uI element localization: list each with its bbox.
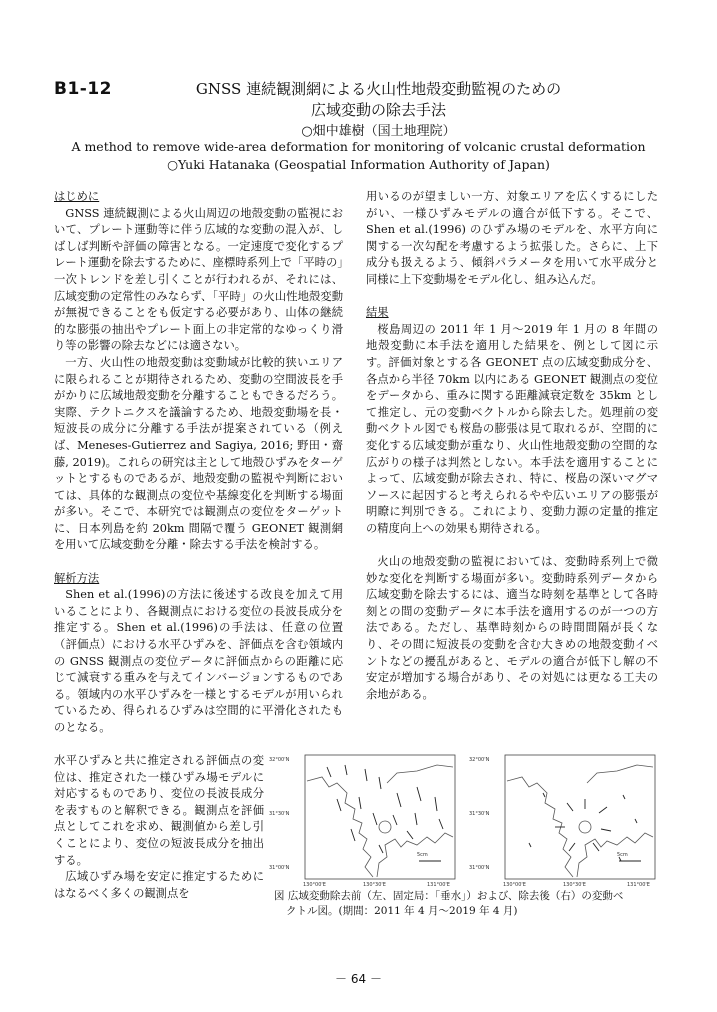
caption-line-1: 図 広域変動除去前（左、固定局：「垂水」）および、除去後（右）の変動ベ bbox=[274, 890, 624, 902]
lon-label-right-1: 130°00'E bbox=[503, 882, 526, 888]
vector-maps bbox=[267, 753, 662, 889]
abstract-code: B1-12 bbox=[54, 79, 112, 99]
map-after-removal bbox=[469, 755, 655, 888]
lon-label-left-1: 130°00'E bbox=[303, 882, 326, 888]
author-en: ○Yuki Hatanaka (Geospatial Information Authority of Japan) bbox=[167, 157, 550, 172]
results-paragraph-1: 桜島周辺の 2011 年 1 月～2019 年 1 月の 8 年間の地殻変動に本手法を適用した結果を、例として図に示す。評価対象とする各 GEONET 点の広域変動成分を、各点から半径 70km 以内にある GEONET 観測点の変位をデータから、重みに関する距離減衰定数を 35km として推定し、元の変動ベクトルから除去した。処理前の変動ベクトル図でも桜島の膨張は見て取れるが、空間的に変化する広域変動が重なり、火山性地殻変動の空間的な広がりの様子は判然としない。本手法を適用することによって、広域変動が除去され、特に、桜島の深いマグマソースに起因すると考えられるやや広いエリアの膨張が明瞭に判別できる。これにより、変動力源の定量的推定の精度向上への効果も期待される。 bbox=[366, 322, 658, 535]
page-number: － 64 － bbox=[335, 972, 382, 986]
left-column-narrow bbox=[54, 753, 264, 902]
map-frame-left bbox=[305, 755, 455, 879]
title-jp-line2: 広域変動の除去手法 bbox=[310, 101, 446, 119]
lat-label-left-2: 31°30'N bbox=[269, 811, 290, 817]
method-paragraph-1a: Shen et al.(1996)の方法に後述する改良を加えて用いることにより、各観測点における変位の長波長成分を推定する。Shen et al.(1996)の手法は、任意の位置（評価点）における水平ひずみを、評価点を含む領域内の GNSS 観測点の変位データに評価点からの距離に応じて減衰する重みを与えてインバージョンするものである。領域内の水平ひずみを一様とするモデルが用いられているため、得られるひずみは空間的に平滑化されたものとなる。 bbox=[54, 588, 343, 734]
results-heading: 結果 bbox=[366, 306, 389, 320]
results-paragraph-2: 火山の地殻変動の監視においては、変動時系列上で微妙な変化を判断する場面が多い。変動時系列データから広域変動を除去するには、適当な時刻を基準として各時刻との間の変動データに本手法を適用するのが一つの方法である。ただし、基準時刻からの時間間隔が長くなり、その間に短波長の変動を含む大きめの地殻変動イベントなどの擾乱があると、モデルの適合が低下し解の不安定が増加する場合があり、その対処には更なる工夫の余地がある。 bbox=[366, 555, 658, 701]
title-en: A method to remove wide-area deformation for monitoring of volcanic crustal deformation bbox=[71, 139, 646, 154]
intro-heading: はじめに bbox=[54, 190, 100, 203]
author-jp: ○畑中雄樹（国土地理院） bbox=[301, 124, 456, 139]
lat-label-right-1: 32°00'N bbox=[469, 757, 490, 763]
title-jp-line1: GNSS 連続観測網による火山性地殻変動監視のための bbox=[195, 80, 562, 98]
intro-paragraph-2: 一方、火山性の地殻変動は変動域が比較的狭いエリアに限られることが期待されるため、変動の空間波長を手がかりに広域地殻変動を分離することもできるだろう。実際、テクトニクスを議論するため、地殻変動場を長・短波長の成分に分離する手法が提案されている（例えば、Meneses-Gutierrez and Sagiya, 2016; 野田・齋藤, 2019)。これらの研究は主として地殻ひずみをターゲットとするものであるが、地殻変動の監視や判断においては、具体的な観測点の変位や基線変化を判断する場面が多い。そこで、本研究では観測点の変位をターゲットに、日本列島を約 20km 間隔で覆う GEONET 観測網を用いて広域変動を分離・除去する手法を検討する。 bbox=[54, 355, 343, 552]
method-paragraph-2: 広域ひずみ場を安定に推定するためにはなるべく多くの観測点を bbox=[54, 870, 264, 900]
lon-label-left-3: 131°00'E bbox=[427, 882, 450, 888]
lon-label-right-3: 131°00'E bbox=[627, 882, 650, 888]
lon-label-left-2: 130°30'E bbox=[363, 882, 386, 888]
lat-label-right-3: 31°00'N bbox=[469, 865, 490, 871]
figure bbox=[267, 753, 662, 889]
lat-label-left-3: 31°00'N bbox=[269, 865, 290, 871]
map-frame-right bbox=[505, 755, 655, 879]
scale-label-left: 5cm bbox=[417, 852, 428, 858]
caption-line-2: クトル図。(期間：2011 年 4 月～2019 年 4 月) bbox=[286, 905, 518, 917]
method-heading: 解析方法 bbox=[54, 571, 100, 585]
method-paragraph-1b: 水平ひずみと共に推定される評価点の変位は、推定された一様ひずみ場モデルに対応するものであり、変位の長波長成分を表すものと解釈できる。観測点を評価点としてこれを求め、観測値から差し引くことにより、変位の短波長成分を抽出する。 bbox=[54, 754, 264, 867]
intro-paragraph-1: GNSS 連続観測による火山周辺の地殻変動の監視において、プレート運動等に伴う広域的な変動の混入が、しばしば判断や評価の障害となる。一定速度で変化するプレート運動を除去するために、座標時系列上で「平時の」一次トレンドを差し引くことが行われるが、それには、広域変動の定常性のみならず、「平時」の火山性地殻変動が無視できることをも仮定する必要があり、山体の継続的な膨張の抽出やプレート面上の非定常的なゆっくり滑り等の影響の除去などには適さない。 bbox=[54, 206, 343, 353]
lat-label-left-1: 32°00'N bbox=[269, 757, 290, 763]
method-continued: 用いるのが望ましい一方、対象エリアを広くするにしたがい、一様ひずみモデルの適合が低下する。そこで、Shen et al.(1996) のひずみ場のモデルを、水平方向に関する一次勾配を考慮するよう拡張した。さらに、上下成分も扱えるよう、傾斜パラメータを用いて水平成分と同様に上下変動場をモデル化し、組み込んだ。 bbox=[366, 190, 658, 286]
map-before-removal bbox=[269, 755, 455, 888]
right-column bbox=[366, 189, 658, 703]
lat-label-right-2: 31°30'N bbox=[469, 811, 490, 817]
lon-label-right-2: 130°30'E bbox=[563, 882, 586, 888]
scale-label-right: 5cm bbox=[617, 852, 628, 858]
left-column bbox=[54, 189, 343, 737]
figure-caption bbox=[274, 889, 664, 919]
